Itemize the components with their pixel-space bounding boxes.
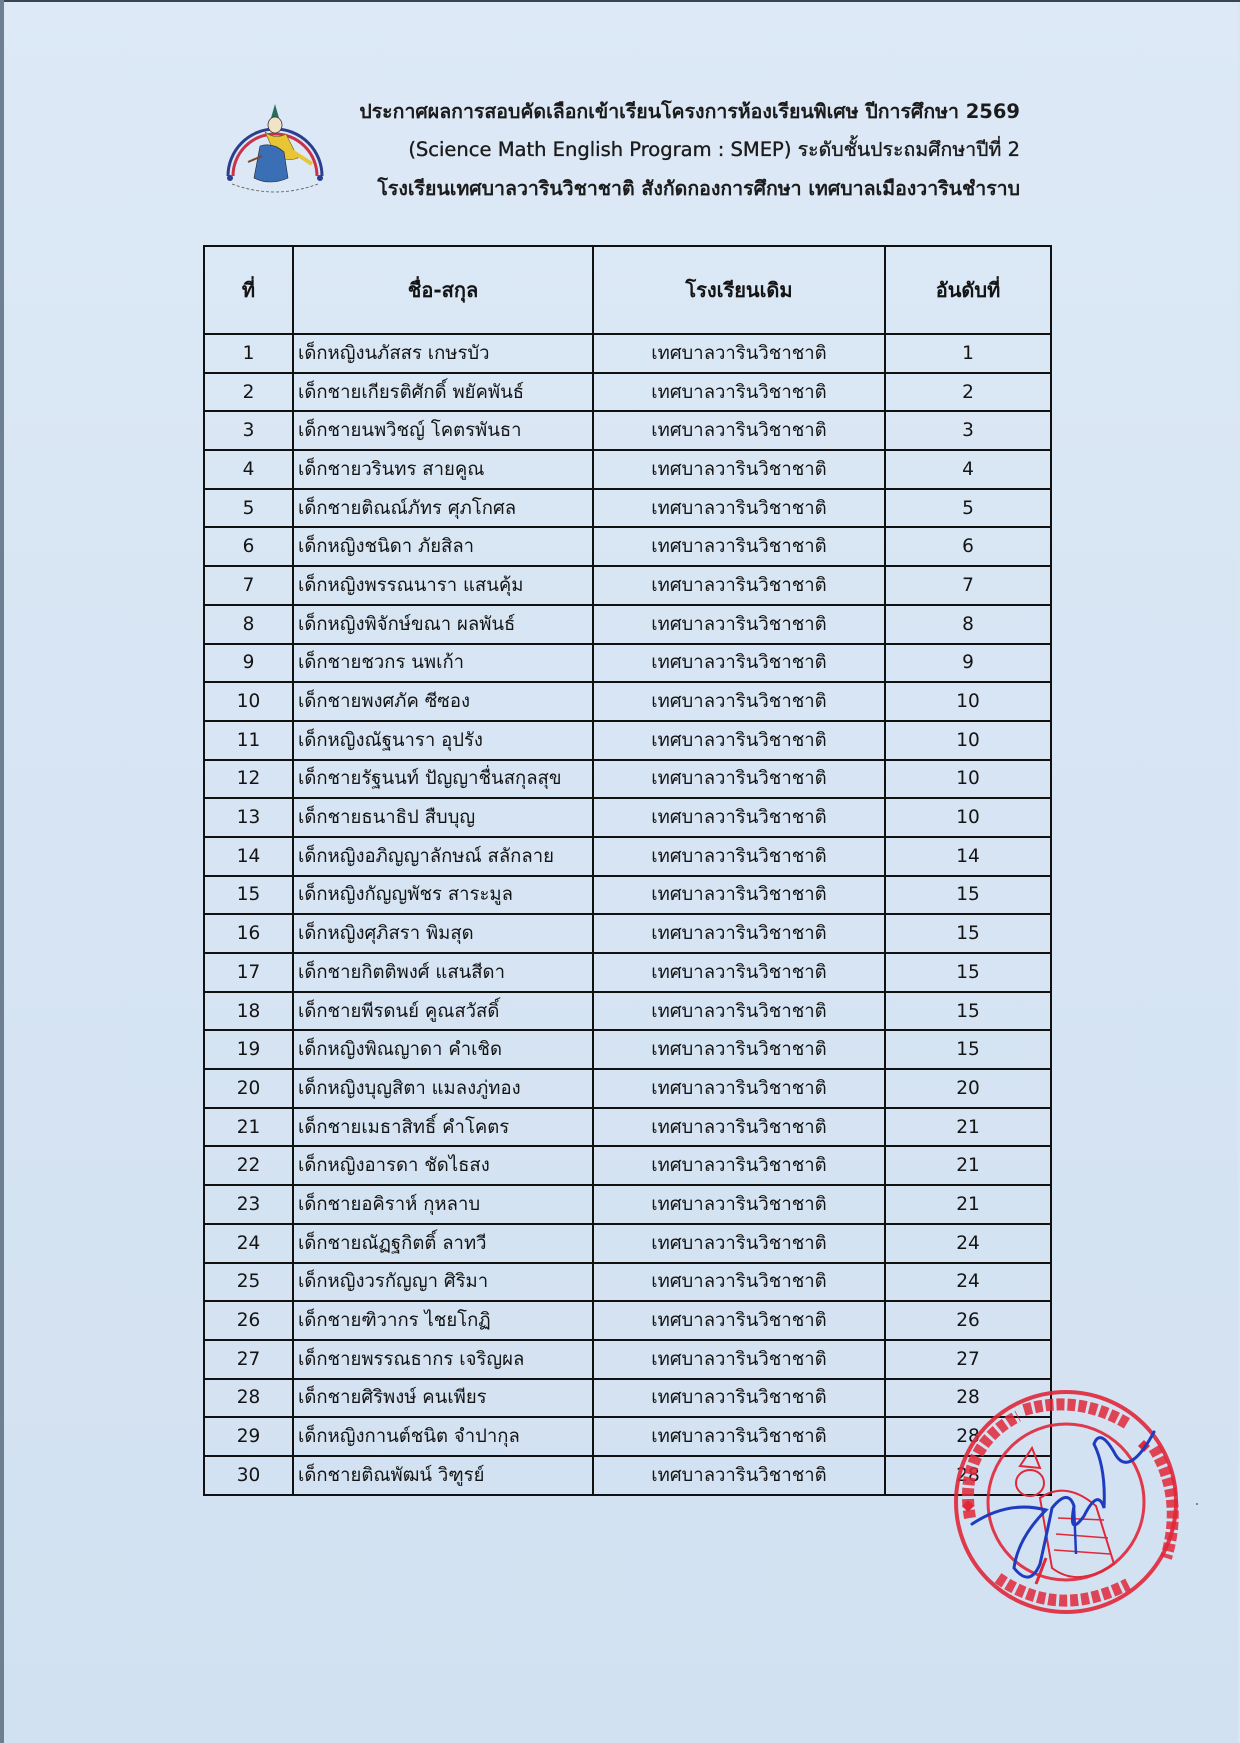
cell-no: 24	[204, 1224, 293, 1263]
table-row	[204, 876, 1051, 915]
cell-rank: 6	[885, 527, 1051, 566]
cell-rank: 28	[885, 1417, 1051, 1456]
cell-name: เด็กชายรัฐนนท์ ปัญญาชื่นสกุลสุข	[293, 760, 593, 799]
cell-rank: 27	[885, 1340, 1051, 1379]
cell-school: เทศบาลวารินวิชาชาติ	[593, 411, 885, 450]
cell-name: เด็กชายชวกร นพเก้า	[293, 644, 593, 683]
cell-no: 3	[204, 411, 293, 450]
cell-no: 30	[204, 1456, 293, 1495]
cell-school: เทศบาลวารินวิชาชาติ	[593, 760, 885, 799]
column-header-school: โรงเรียนเดิม	[593, 246, 885, 334]
table-row	[204, 1379, 1051, 1418]
cell-name: เด็กชายอคิราห์ กุหลาบ	[293, 1185, 593, 1224]
cell-no: 2	[204, 373, 293, 412]
cell-name: เด็กหญิงวรกัญญา ศิริมา	[293, 1263, 593, 1302]
cell-rank: 10	[885, 682, 1051, 721]
cell-rank: 24	[885, 1263, 1051, 1302]
cell-no: 20	[204, 1069, 293, 1108]
table-row	[204, 1069, 1051, 1108]
cell-name: เด็กหญิงนภัสสร เกษรบัว	[293, 334, 593, 373]
table-row	[204, 1301, 1051, 1340]
cell-rank: 15	[885, 992, 1051, 1031]
header-school: โรงเรียนเทศบาลวารินวิชาชาติ สังกัดกองการศึกษา เทศบาลเมืองวารินชำราบ	[377, 177, 1020, 200]
cell-name: เด็กชายเมธาสิทธิ์ คำโคตร	[293, 1108, 593, 1147]
cell-no: 7	[204, 566, 293, 605]
cell-rank: 21	[885, 1185, 1051, 1224]
cell-no: 28	[204, 1379, 293, 1418]
cell-school: เทศบาลวารินวิชาชาติ	[593, 1069, 885, 1108]
cell-name: เด็กหญิงกานต์ชนิต จำปากุล	[293, 1417, 593, 1456]
table-row	[204, 605, 1051, 644]
table-row	[204, 1340, 1051, 1379]
cell-school: เทศบาลวารินวิชาชาติ	[593, 1379, 885, 1418]
cell-name: เด็กชายฑิวากร ไชยโกฏิ	[293, 1301, 593, 1340]
cell-no: 25	[204, 1263, 293, 1302]
table-row	[204, 760, 1051, 799]
cell-name: เด็กหญิงพิจักษ์ขณา ผลพันธ์	[293, 605, 593, 644]
cell-no: 10	[204, 682, 293, 721]
cell-school: เทศบาลวารินวิชาชาติ	[593, 1108, 885, 1147]
cell-no: 5	[204, 489, 293, 528]
cell-school: เทศบาลวารินวิชาชาติ	[593, 914, 885, 953]
cell-no: 27	[204, 1340, 293, 1379]
cell-school: เทศบาลวารินวิชาชาติ	[593, 450, 885, 489]
table-row	[204, 1224, 1051, 1263]
cell-name: เด็กหญิงบุญสิตา แมลงภู่ทอง	[293, 1069, 593, 1108]
cell-rank: 24	[885, 1224, 1051, 1263]
table-row	[204, 1417, 1051, 1456]
cell-name: เด็กชายนพวิชญ์ โคตรพันธา	[293, 411, 593, 450]
cell-school: เทศบาลวารินวิชาชาติ	[593, 1185, 885, 1224]
cell-rank: 21	[885, 1108, 1051, 1147]
cell-rank: 10	[885, 798, 1051, 837]
cell-school: เทศบาลวารินวิชาชาติ	[593, 605, 885, 644]
cell-no: 1	[204, 334, 293, 373]
cell-rank: 15	[885, 914, 1051, 953]
table-row	[204, 334, 1051, 373]
table-row	[204, 411, 1051, 450]
cell-school: เทศบาลวารินวิชาชาติ	[593, 489, 885, 528]
table-row	[204, 992, 1051, 1031]
cell-school: เทศบาลวารินวิชาชาติ	[593, 373, 885, 412]
cell-school: เทศบาลวารินวิชาชาติ	[593, 953, 885, 992]
cell-no: 9	[204, 644, 293, 683]
cell-no: 14	[204, 837, 293, 876]
cell-rank: 10	[885, 721, 1051, 760]
table-row	[204, 1456, 1051, 1495]
table-row	[204, 527, 1051, 566]
cell-school: เทศบาลวารินวิชาชาติ	[593, 992, 885, 1031]
table-row	[204, 1185, 1051, 1224]
cell-rank: 8	[885, 605, 1051, 644]
cell-no: 4	[204, 450, 293, 489]
cell-name: เด็กชายศิริพงษ์ คนเพียร	[293, 1379, 593, 1418]
cell-rank: 15	[885, 876, 1051, 915]
table-row	[204, 682, 1051, 721]
cell-no: 29	[204, 1417, 293, 1456]
cell-school: เทศบาลวารินวิชาชาติ	[593, 527, 885, 566]
cell-name: เด็กชายเกียรติศักดิ์ พยัคพันธ์	[293, 373, 593, 412]
cell-no: 23	[204, 1185, 293, 1224]
cell-name: เด็กหญิงพิณญาดา คำเชิด	[293, 1030, 593, 1069]
cell-school: เทศบาลวารินวิชาชาติ	[593, 334, 885, 373]
cell-no: 8	[204, 605, 293, 644]
cell-school: เทศบาลวารินวิชาชาติ	[593, 1030, 885, 1069]
paper-left-edge	[0, 0, 4, 1743]
header-program: (Science Math English Program : SMEP) ระดับชั้นประถมศึกษาปีที่ 2	[408, 138, 1020, 161]
cell-school: เทศบาลวารินวิชาชาติ	[593, 1263, 885, 1302]
cell-no: 12	[204, 760, 293, 799]
cell-school: เทศบาลวารินวิชาชาติ	[593, 721, 885, 760]
school-emblem-icon	[218, 96, 332, 196]
cell-school: เทศบาลวารินวิชาชาติ	[593, 1340, 885, 1379]
cell-no: 16	[204, 914, 293, 953]
cell-school: เทศบาลวารินวิชาชาติ	[593, 644, 885, 683]
cell-rank: 21	[885, 1146, 1051, 1185]
cell-rank: 28	[885, 1379, 1051, 1418]
cell-rank: 15	[885, 1030, 1051, 1069]
header-title: ประกาศผลการสอบคัดเลือกเข้าเรียนโครงการห้องเรียนพิเศษ ปีการศึกษา 2569	[359, 100, 1020, 123]
cell-name: เด็กหญิงณัฐนารา อุปรัง	[293, 721, 593, 760]
column-header-rank: อันดับที่	[885, 246, 1051, 334]
table-row	[204, 798, 1051, 837]
cell-rank: 1	[885, 334, 1051, 373]
cell-no: 6	[204, 527, 293, 566]
table-row	[204, 373, 1051, 412]
table-row	[204, 644, 1051, 683]
cell-name: เด็กหญิงอารดา ชัดไธสง	[293, 1146, 593, 1185]
cell-no: 18	[204, 992, 293, 1031]
cell-rank: 7	[885, 566, 1051, 605]
column-header-no: ที่	[204, 246, 293, 334]
cell-school: เทศบาลวารินวิชาชาติ	[593, 1417, 885, 1456]
cell-no: 22	[204, 1146, 293, 1185]
cell-rank: 2	[885, 373, 1051, 412]
cell-no: 11	[204, 721, 293, 760]
cell-name: เด็กชายวรินทร สายคูณ	[293, 450, 593, 489]
table-row	[204, 914, 1051, 953]
cell-rank: 14	[885, 837, 1051, 876]
cell-no: 17	[204, 953, 293, 992]
cell-name: เด็กหญิงพรรณนารา แสนคุ้ม	[293, 566, 593, 605]
cell-school: เทศบาลวารินวิชาชาติ	[593, 876, 885, 915]
cell-rank: 4	[885, 450, 1051, 489]
cell-name: เด็กชายกิตติพงศ์ แสนสีดา	[293, 953, 593, 992]
table-row	[204, 1030, 1051, 1069]
cell-school: เทศบาลวารินวิชาชาติ	[593, 837, 885, 876]
table-row	[204, 953, 1051, 992]
cell-school: เทศบาลวารินวิชาชาติ	[593, 798, 885, 837]
results-table	[203, 245, 1052, 1496]
cell-school: เทศบาลวารินวิชาชาติ	[593, 566, 885, 605]
column-header-name: ชื่อ-สกุล	[293, 246, 593, 334]
cell-no: 13	[204, 798, 293, 837]
cell-name: เด็กชายติณณ์ภัทร ศุภโกศล	[293, 489, 593, 528]
cell-rank: 9	[885, 644, 1051, 683]
cell-rank: 15	[885, 953, 1051, 992]
table-row	[204, 450, 1051, 489]
cell-school: เทศบาลวารินวิชาชาติ	[593, 1224, 885, 1263]
cell-name: เด็กชายณัฏฐกิตติ์ ลาทวี	[293, 1224, 593, 1263]
table-row	[204, 1146, 1051, 1185]
cell-rank: 26	[885, 1301, 1051, 1340]
cell-name: เด็กหญิงศุภิสรา พิมสุด	[293, 914, 593, 953]
cell-no: 15	[204, 876, 293, 915]
cell-rank: 10	[885, 760, 1051, 799]
table-row	[204, 489, 1051, 528]
paper-speck	[1196, 1503, 1198, 1505]
cell-rank: 20	[885, 1069, 1051, 1108]
table-row	[204, 566, 1051, 605]
cell-name: เด็กชายติณพัฒน์ วิฑูรย์	[293, 1456, 593, 1495]
cell-school: เทศบาลวารินวิชาชาติ	[593, 682, 885, 721]
cell-rank: 3	[885, 411, 1051, 450]
cell-rank: 28	[885, 1456, 1051, 1495]
cell-rank: 5	[885, 489, 1051, 528]
table-row	[204, 721, 1051, 760]
cell-no: 21	[204, 1108, 293, 1147]
cell-name: เด็กชายพีรดนย์ คูณสวัสดิ์	[293, 992, 593, 1031]
table-row	[204, 1263, 1051, 1302]
cell-name: เด็กหญิงอภิญญาลักษณ์ สลักลาย	[293, 837, 593, 876]
cell-school: เทศบาลวารินวิชาชาติ	[593, 1146, 885, 1185]
table-header-row	[204, 246, 1051, 334]
cell-school: เทศบาลวารินวิชาชาติ	[593, 1301, 885, 1340]
cell-name: เด็กหญิงชนิดา ภัยสิลา	[293, 527, 593, 566]
cell-name: เด็กชายพงศภัค ซีซอง	[293, 682, 593, 721]
cell-name: เด็กชายธนาธิป สืบบุญ	[293, 798, 593, 837]
table-row	[204, 837, 1051, 876]
table-row	[204, 1108, 1051, 1147]
cell-no: 26	[204, 1301, 293, 1340]
cell-no: 19	[204, 1030, 293, 1069]
cell-name: เด็กหญิงกัญญพัชร สาระมูล	[293, 876, 593, 915]
cell-name: เด็กชายพรรณธากร เจริญผล	[293, 1340, 593, 1379]
cell-school: เทศบาลวารินวิชาชาติ	[593, 1456, 885, 1495]
